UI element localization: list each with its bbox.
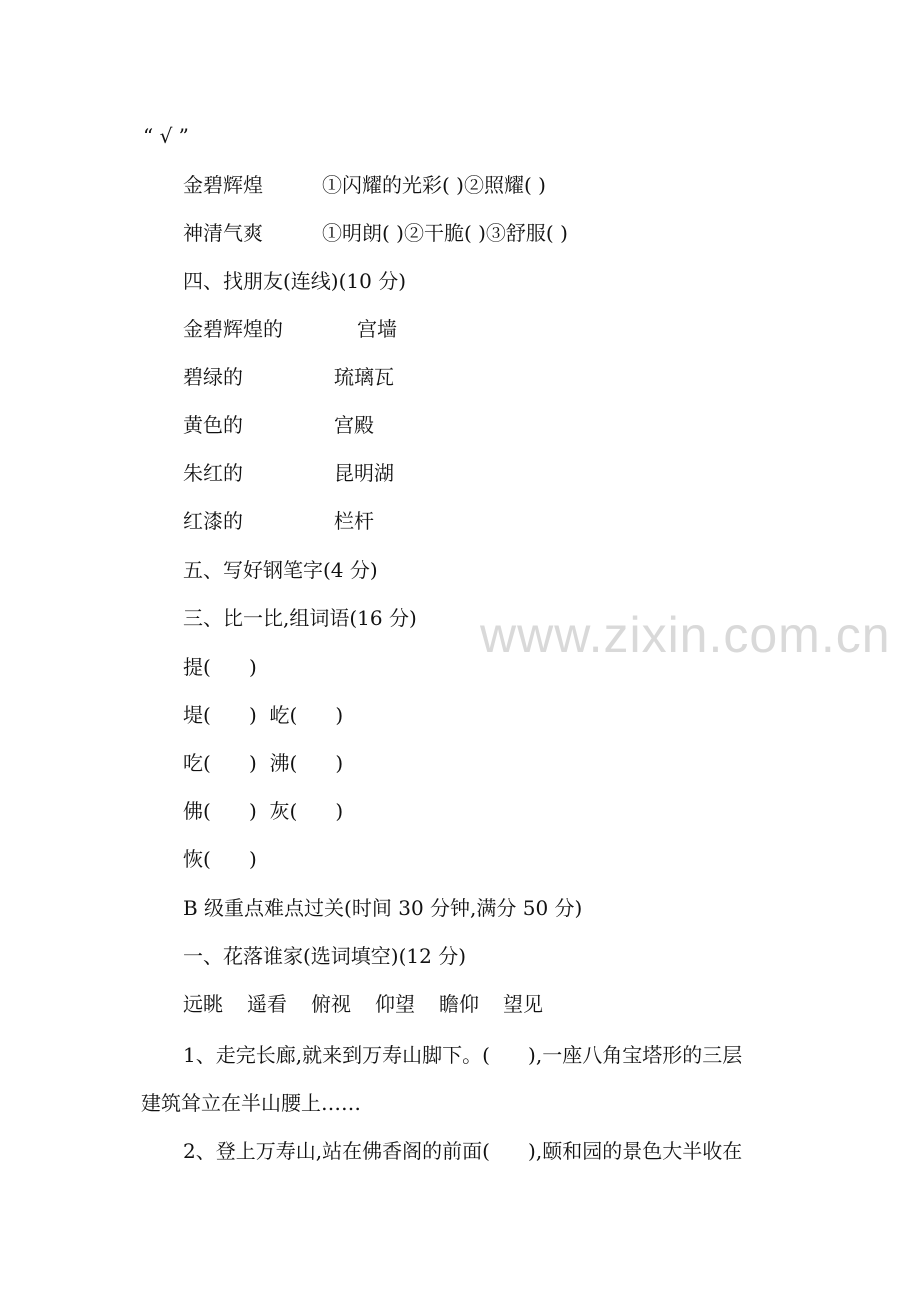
section3-title: 三、比一比,组词语(16 分) (183, 606, 417, 630)
vocab-word: 神清气爽 (183, 221, 263, 245)
compare-line: 恢( ) (183, 847, 257, 871)
match-row (183, 507, 374, 535)
vocab-row-jinbi (183, 171, 546, 199)
question-1-line-1: 1、走完长廊,就来到万寿山脚下。( ),一座八角宝塔形的三层 (183, 1043, 743, 1067)
word-choices (183, 990, 543, 1018)
match-right: 宫殿 (334, 413, 374, 437)
match-left: 朱红的 (183, 461, 243, 485)
word-choice: 遥看 (247, 992, 287, 1016)
question-1-line-2: 建筑耸立在半山腰上…… (141, 1091, 361, 1115)
match-row (183, 411, 374, 439)
compare-line: 吃( ) 沸( ) (183, 751, 344, 775)
section4-title: 四、找朋友(连线)(10 分) (183, 269, 407, 293)
word-choice: 望见 (503, 992, 543, 1016)
compare-line: 堤( ) 屹( ) (183, 703, 344, 727)
watermark: www.zixin.com.cn (480, 607, 891, 663)
section5-title: 五、写好钢笔字(4 分) (183, 558, 378, 582)
vocab-word: 金碧辉煌 (183, 173, 263, 197)
match-left: 黄色的 (183, 413, 243, 437)
word-choice: 远眺 (183, 992, 223, 1016)
compare-line: 佛( ) 灰( ) (183, 799, 344, 823)
word-choice: 俯视 (311, 992, 351, 1016)
match-right: 宫墙 (357, 317, 397, 341)
match-row (183, 315, 397, 343)
question-2-line-1: 2、登上万寿山,站在佛香阁的前面( ),颐和园的景色大半收在 (183, 1139, 743, 1163)
word-choice: 仰望 (375, 992, 415, 1016)
match-row (183, 363, 394, 391)
section-b1-title: 一、花落谁家(选词填空)(12 分) (183, 944, 467, 968)
match-right: 栏杆 (334, 509, 374, 533)
vocab-meanings: ①明朗( )②干脆( )③舒服( ) (322, 221, 568, 245)
match-right: 昆明湖 (334, 461, 394, 485)
match-left: 红漆的 (183, 509, 243, 533)
level-b-title: B 级重点难点过关(时间 30 分钟,满分 50 分) (183, 896, 583, 920)
compare-line: 提( ) (183, 655, 257, 679)
word-choice: 瞻仰 (439, 992, 479, 1016)
checkmark-line: “ √ ” (143, 124, 189, 148)
match-left: 金碧辉煌的 (183, 317, 283, 341)
match-right: 琉璃瓦 (334, 365, 394, 389)
match-left: 碧绿的 (183, 365, 243, 389)
match-row (183, 459, 394, 487)
vocab-row-shenqing (183, 219, 568, 247)
vocab-meanings: ①闪耀的光彩( )②照耀( ) (322, 173, 546, 197)
